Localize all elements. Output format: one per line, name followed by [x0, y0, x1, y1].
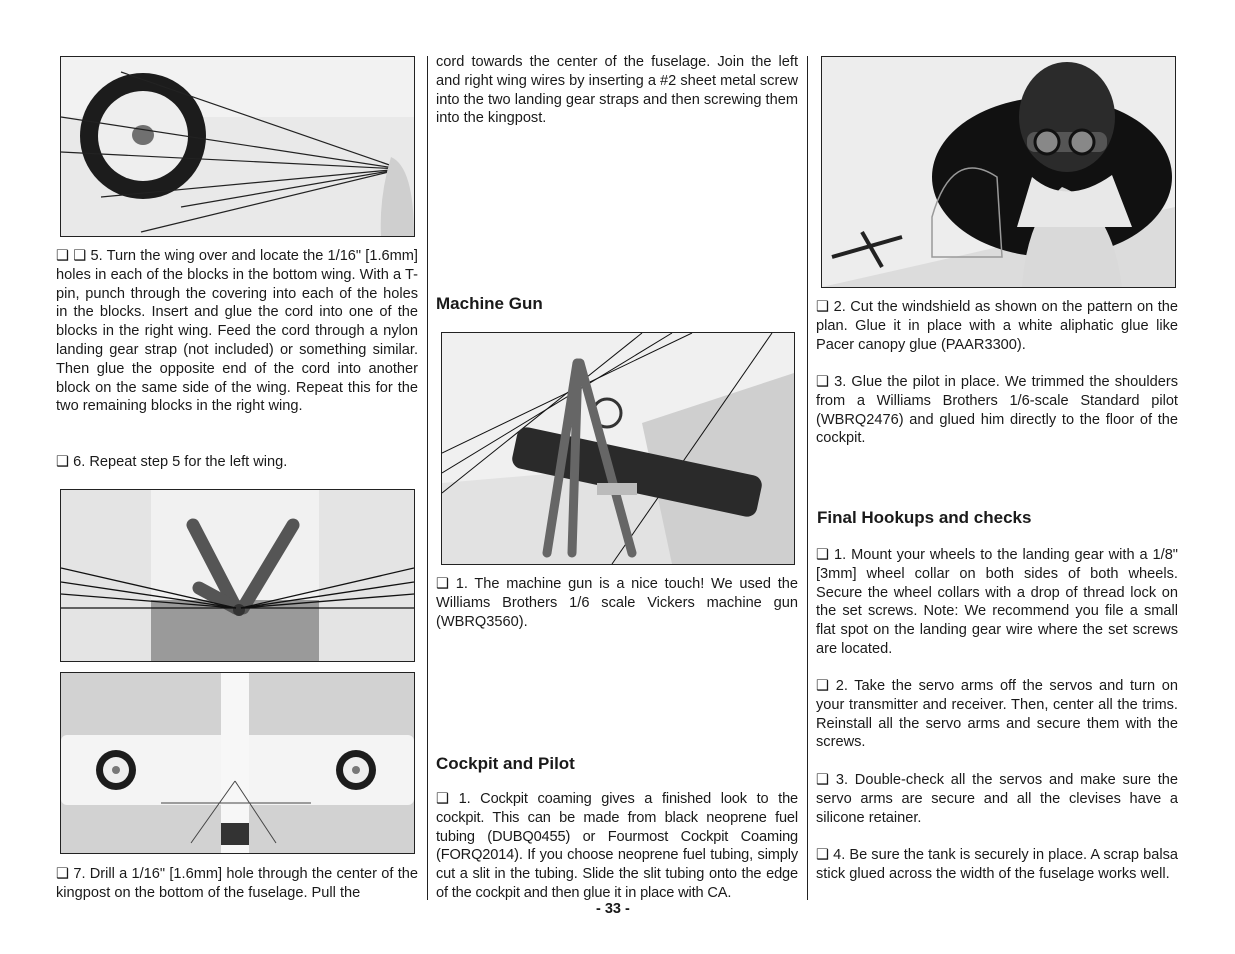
- photo-kingpost-cords: [60, 489, 415, 662]
- machine-gun-heading: Machine Gun: [436, 294, 543, 313]
- machine-gun-step-1-text: ❑ 1. The machine gun is a nice touch! We used the Williams Brothers 1/6 scale Vickers machine gun (WBRQ3560).: [436, 576, 798, 630]
- photo-pilot-cockpit: [821, 56, 1176, 288]
- cockpit-pilot-heading: Cockpit and Pilot: [436, 754, 575, 773]
- final-step-3-text: ❑ 3. Double-check all the servos and make sure the servo arms are secure and all the clevises have a silicone retainer.: [816, 772, 1178, 826]
- column-divider-left: [427, 56, 428, 900]
- pilot-step-2-text: ❑ 2. Cut the windshield as shown on the pattern on the plan. Glue it in place with a white aliphatic glue like Pacer canopy glue (PAAR3300).: [816, 299, 1178, 353]
- step-7-continued-text: cord towards the center of the fuselage. Join the left and right wing wires by inserting a #2 sheet metal screw into the two landing gear straps and then screwing them into the kingpost.: [436, 54, 798, 127]
- pilot-step-3-text: ❑ 3. Glue the pilot in place. We trimmed the shoulders from a Williams Brothers 1/6-scale Standard pilot (WBRQ2476) and glued him directly to the floor of the cockpit.: [816, 374, 1178, 447]
- final-hookups-heading: Final Hookups and checks: [817, 508, 1032, 527]
- step-6-text: ❑ 6. Repeat step 5 for the left wing.: [56, 454, 288, 470]
- step-7-text: ❑ 7. Drill a 1/16" [1.6mm] hole through the center of the kingpost on the bottom of the fuselage. Pull the: [56, 866, 418, 901]
- final-step-4-text: ❑ 4. Be sure the tank is securely in place. A scrap balsa stick glued across the width of the fuselage works well.: [816, 847, 1178, 882]
- cockpit-step-1-text: ❑ 1. Cockpit coaming gives a finished look to the cockpit. This can be made from black neoprene fuel tubing (DUBQ0455) or Fourmost Cockpit Coaming (FORQ2014). If you choose neoprene fuel tubing, simply cut a slit in the tubing. Slide the slit tubing onto the edge of the cockpit and then glue it in place with CA.: [436, 791, 798, 901]
- photo-machine-gun: [441, 332, 795, 565]
- step-5-text: ❑ ❑ 5. Turn the wing over and locate the 1/16" [1.6mm] holes in each of the blocks in the bottom wing. With a T-pin, punch through the covering into each of the holes in the blocks. Insert and glue the cord into one of the blocks in the right wing. Feed the cord through a nylon landing gear strap (not included) or something similar. Then glue the opposite end of the cord into another block on the same side of the wing. Repeat this for the two remaining blocks in the right wing.: [56, 248, 418, 415]
- column-divider-right: [807, 56, 808, 900]
- photo-wing-roundel-cords: [60, 56, 415, 237]
- photo-fuselage-bottom: [60, 672, 415, 854]
- page-number: - 33 -: [596, 901, 630, 917]
- final-step-1-text: ❑ 1. Mount your wheels to the landing gear with a 1/8" [3mm] wheel collar on both sides of both wheels. Secure the wheel collars with a drop of thread lock on the set screws. Note: We recommend you file a small flat spot on the landing gear wire where the set screws are located.: [816, 547, 1178, 657]
- final-step-2-text: ❑ 2. Take the servo arms off the servos and turn on your transmitter and receiver. Then, center all the trims. Reinstall all the servo arms and secure them with the screws.: [816, 678, 1178, 751]
